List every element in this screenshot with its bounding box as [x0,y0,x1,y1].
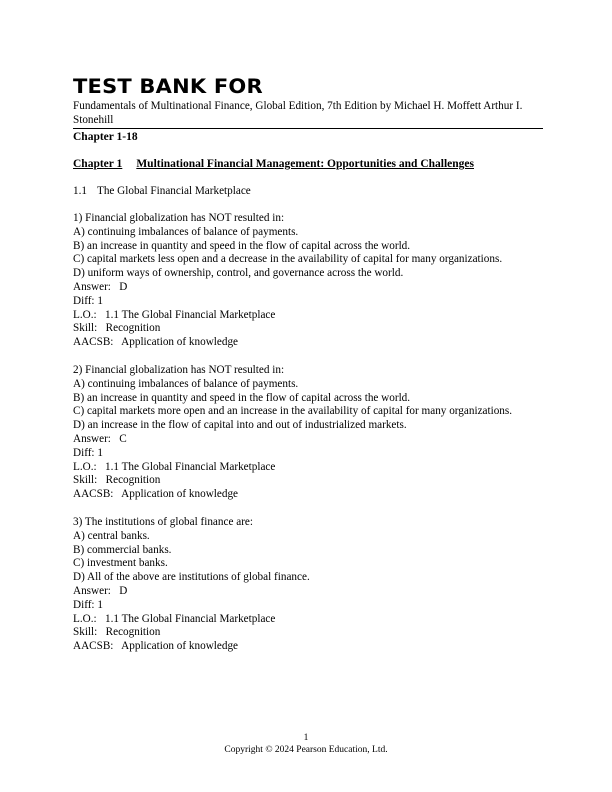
question-block [73,212,543,350]
answer-key: Answer: D [73,584,128,597]
learning-objective: L.O.: 1.1 The Global Financial Marketplace [73,308,276,321]
answer-key: Answer: C [73,432,127,445]
chapter-range: Chapter 1-18 [73,131,138,143]
aacsb: AACSB: Application of knowledge [73,640,239,653]
answer-option: C) investment banks. [73,557,168,570]
difficulty: Diff: 1 [73,294,103,307]
question-block [73,364,543,502]
difficulty: Diff: 1 [73,598,103,611]
page-number: 1 [303,733,309,743]
copyright-notice: Copyright © 2024 Pearson Education, Ltd. [224,745,388,755]
section-number: 1.1 [73,185,87,197]
test-bank-banner: TEST BANK FOR [73,75,263,98]
chapter-number: Chapter 1 [73,158,123,170]
skill: Skill: Recognition [73,626,161,639]
skill: Skill: Recognition [73,474,161,487]
aacsb: AACSB: Application of knowledge [73,488,239,501]
document-page [73,76,543,654]
answer-option: A) continuing imbalances of balance of payments. [73,225,299,238]
learning-objective: L.O.: 1.1 The Global Financial Marketplace [73,612,276,625]
answer-option: B) an increase in quantity and speed in the flow of capital across the world. [73,391,411,404]
answer-option: B) commercial banks. [73,543,172,556]
answer-option: D) uniform ways of ownership, control, and governance across the world. [73,267,404,280]
answer-option: D) an increase in the flow of capital into and out of industrialized markets. [73,419,407,432]
answer-option: A) continuing imbalances of balance of payments. [73,377,299,390]
skill: Skill: Recognition [73,322,161,335]
answer-option: C) capital markets more open and an increase in the availability of capital for many organizations. [73,405,513,418]
difficulty: Diff: 1 [73,446,103,459]
section-title: The Global Financial Marketplace [96,185,251,197]
answer-option: A) central banks. [73,529,150,542]
answer-option: B) an increase in quantity and speed in the flow of capital across the world. [73,239,411,252]
question-block [73,516,543,654]
learning-objective: L.O.: 1.1 The Global Financial Marketplace [73,460,276,473]
header-divider [73,128,543,129]
section-heading [73,184,543,198]
answer-option: C) capital markets less open and a decrease in the availability of capital for many organizations. [73,253,503,266]
aacsb: AACSB: Application of knowledge [73,336,239,349]
chapter-title: Multinational Financial Management: Opportunities and Challenges [136,158,474,170]
question-stem: 3) The institutions of global finance are: [73,515,253,528]
answer-key: Answer: D [73,280,128,293]
answer-option: D) All of the above are institutions of global finance. [73,571,310,584]
question-stem: 1) Financial globalization has NOT resulted in: [73,212,285,224]
chapter-heading [73,157,543,171]
question-stem: 2) Financial globalization has NOT resulted in: [73,363,285,376]
book-subtitle: Fundamentals of Multinational Finance, Global Edition, 7th Edition by Michael H. Moffett Arthur I. Stonehill [73,100,523,126]
